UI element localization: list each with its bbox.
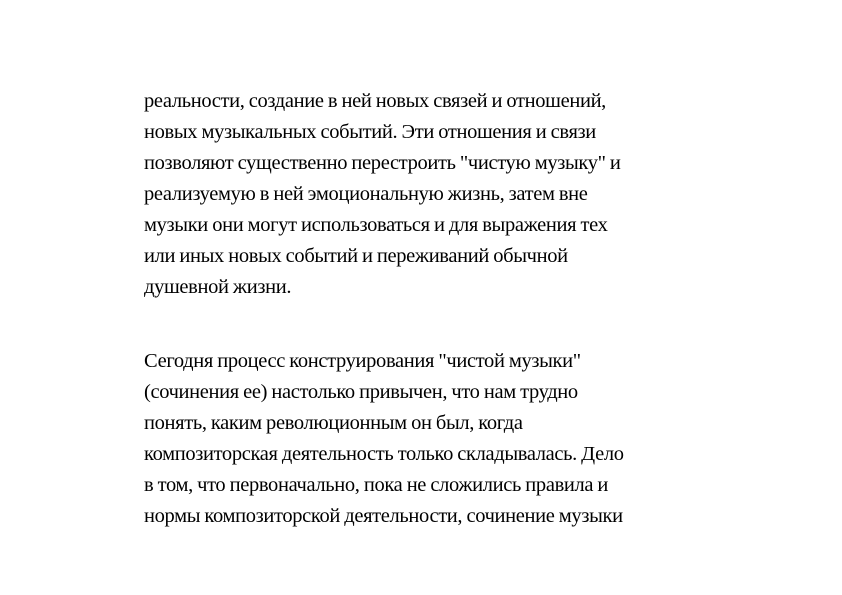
paragraph-line: реализуемую в ней эмоциональную жизнь, затем вне xyxy=(144,183,588,205)
paragraph-line: позволяют существенно перестроить "чистую музыку" и xyxy=(144,152,621,174)
paragraph-line: музыки они могут использоваться и для выражения тех xyxy=(144,214,608,236)
paragraph-1 xyxy=(144,86,704,303)
paragraph-line: Сегодня процесс конструирования "чистой музыки" xyxy=(144,350,581,372)
paragraph-line: новых музыкальных событий. Эти отношения и связи xyxy=(144,121,596,143)
paragraph-line: в том, что первоначально, пока не сложились правила и xyxy=(144,474,609,496)
paragraph-line: нормы композиторской деятельности, сочинение музыки xyxy=(144,505,623,527)
paragraph-line: композиторская деятельность только складывалась. Дело xyxy=(144,443,624,465)
paragraph-line: или иных новых событий и переживаний обычной xyxy=(144,245,568,267)
paragraph-line: реальности, создание в ней новых связей и отношений, xyxy=(144,90,606,112)
paragraph-2 xyxy=(144,346,704,532)
paragraph-line: понять, каким революционным он был, когда xyxy=(144,412,523,434)
paragraph-line: душевной жизни. xyxy=(144,276,292,298)
paragraph-line: (сочинения ее) настолько привычен, что нам трудно xyxy=(144,381,578,403)
